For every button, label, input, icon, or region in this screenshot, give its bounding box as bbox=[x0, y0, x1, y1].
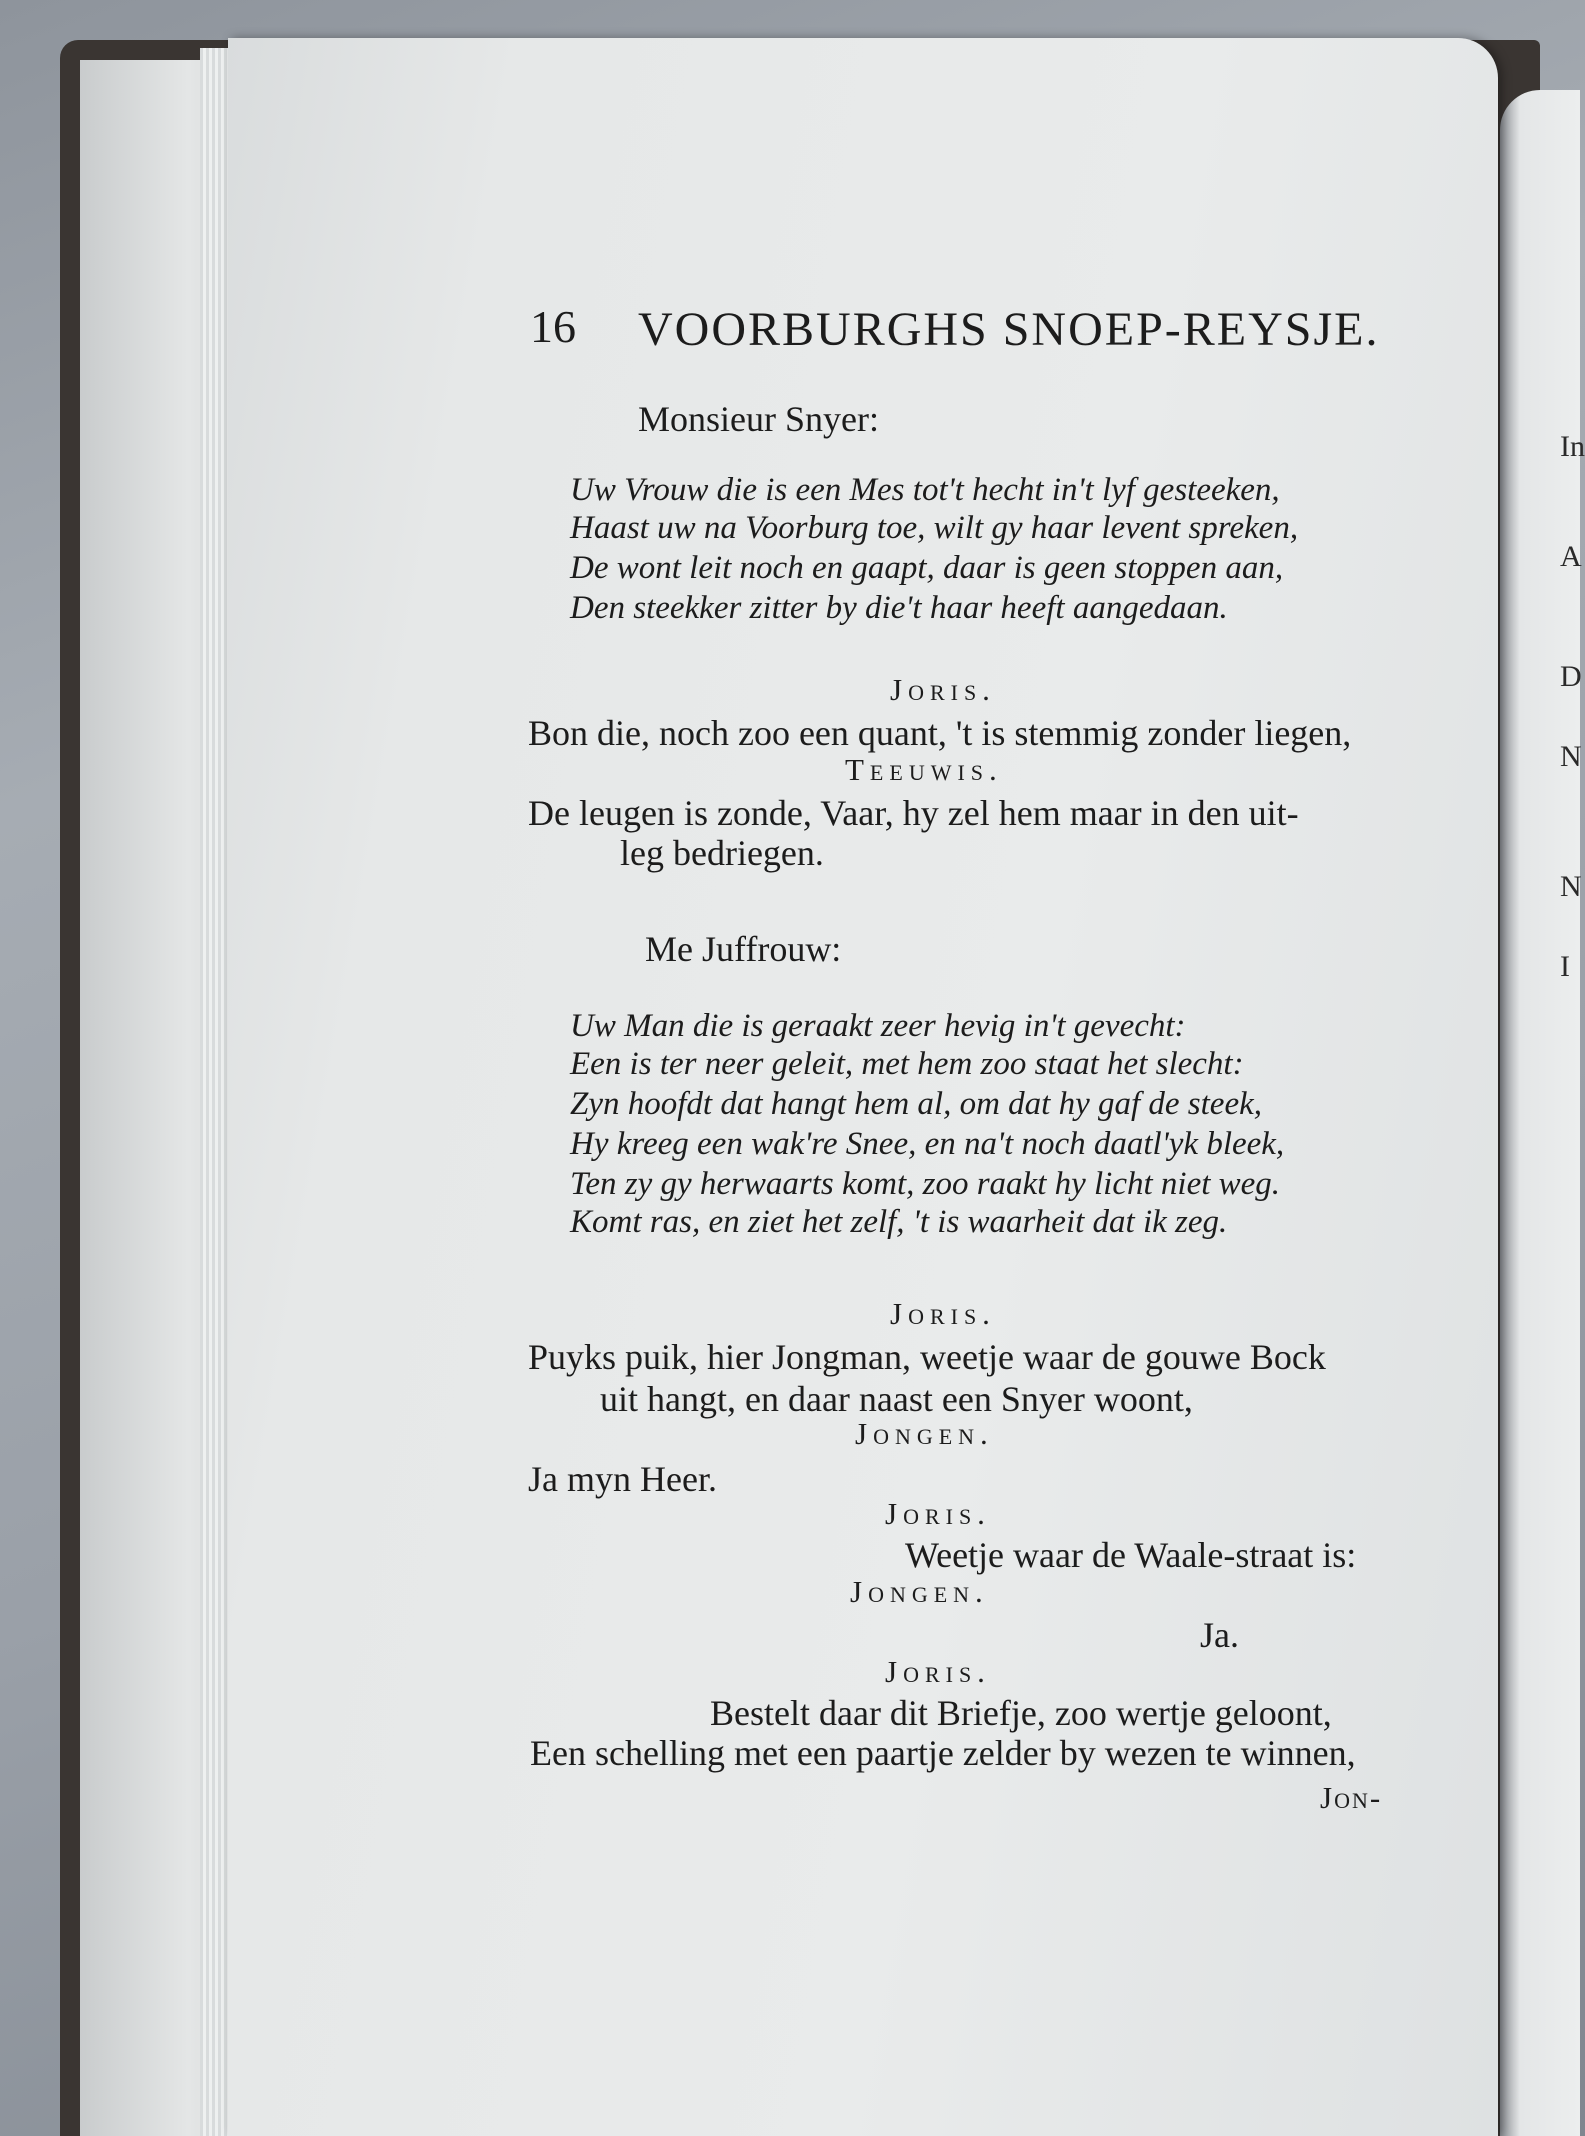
facing-fragment: A bbox=[1560, 540, 1582, 573]
dialogue-line: Ja. bbox=[1200, 1615, 1239, 1655]
facing-page bbox=[1500, 90, 1585, 2136]
dialogue-line: leg bedriegen. bbox=[620, 833, 824, 873]
verse-line: Uw Vrouw die is een Mes tot't hecht in't lyf gesteeken, bbox=[570, 472, 1280, 508]
dialogue-line: Ja myn Heer. bbox=[528, 1459, 717, 1499]
verse-line: Komt ras, en ziet het zelf, 't is waarheit dat ik zeg. bbox=[570, 1204, 1228, 1240]
section-heading: Monsieur Snyer: bbox=[638, 399, 879, 439]
dialogue-line: Bon die, noch zoo een quant, 't is stemmig zonder liegen, bbox=[528, 713, 1352, 753]
page-stack-edge bbox=[200, 48, 230, 2136]
dialogue-line: uit hangt, en daar naast een Snyer woont, bbox=[600, 1379, 1193, 1419]
dialogue-line: Puyks puik, hier Jongman, weetje waar de gouwe Bock bbox=[528, 1337, 1326, 1377]
dialogue-line: Weetje waar de Waale-straat is: bbox=[905, 1535, 1357, 1575]
catchword: Jon- bbox=[1320, 1780, 1383, 1815]
speaker-name: Joris. bbox=[885, 1654, 991, 1689]
speaker-name: Joris. bbox=[885, 1496, 991, 1531]
facing-fragment: N bbox=[1560, 870, 1582, 903]
facing-fragment: N bbox=[1560, 740, 1582, 773]
verse-line: Haast uw na Voorburg toe, wilt gy haar levent spreken, bbox=[570, 510, 1299, 546]
verse-line: De wont leit noch en gaapt, daar is geen stoppen aan, bbox=[570, 550, 1284, 586]
verse-line: Zyn hoofdt dat hangt hem al, om dat hy gaf de steek, bbox=[570, 1086, 1262, 1122]
speaker-name: Jongen. bbox=[850, 1574, 989, 1609]
speaker-name: Jongen. bbox=[855, 1416, 994, 1451]
facing-fragment: I bbox=[1560, 950, 1570, 983]
speaker-name: Joris. bbox=[890, 672, 996, 707]
page-number: 16 bbox=[530, 301, 576, 352]
speaker-name: Joris. bbox=[890, 1296, 996, 1331]
dialogue-line: Een schelling met een paartje zelder by wezen te winnen, bbox=[530, 1733, 1356, 1773]
verse-line: Den steekker zitter by die't haar heeft aangedaan. bbox=[570, 590, 1228, 626]
verse-line: Uw Man die is geraakt zeer hevig in't gevecht: bbox=[570, 1008, 1186, 1044]
dialogue-line: Bestelt daar dit Briefje, zoo wertje geloont, bbox=[710, 1693, 1332, 1733]
dialogue-line: De leugen is zonde, Vaar, hy zel hem maar in den uit- bbox=[528, 793, 1299, 833]
verse-line: Een is ter neer geleit, met hem zoo staat het slecht: bbox=[570, 1046, 1244, 1082]
running-title: VOORBURGHS SNOEP-REYSJE. bbox=[638, 303, 1380, 356]
verse-line: Hy kreeg een wak're Snee, en na't noch daatl'yk bleek, bbox=[570, 1126, 1285, 1162]
speaker-name: Teeuwis. bbox=[845, 752, 1003, 787]
section-heading: Me Juffrouw: bbox=[645, 929, 842, 969]
facing-fragment: In bbox=[1560, 430, 1585, 463]
facing-fragment: D bbox=[1560, 660, 1582, 693]
verse-line: Ten zy gy herwaarts komt, zoo raakt hy licht niet weg. bbox=[570, 1166, 1281, 1202]
